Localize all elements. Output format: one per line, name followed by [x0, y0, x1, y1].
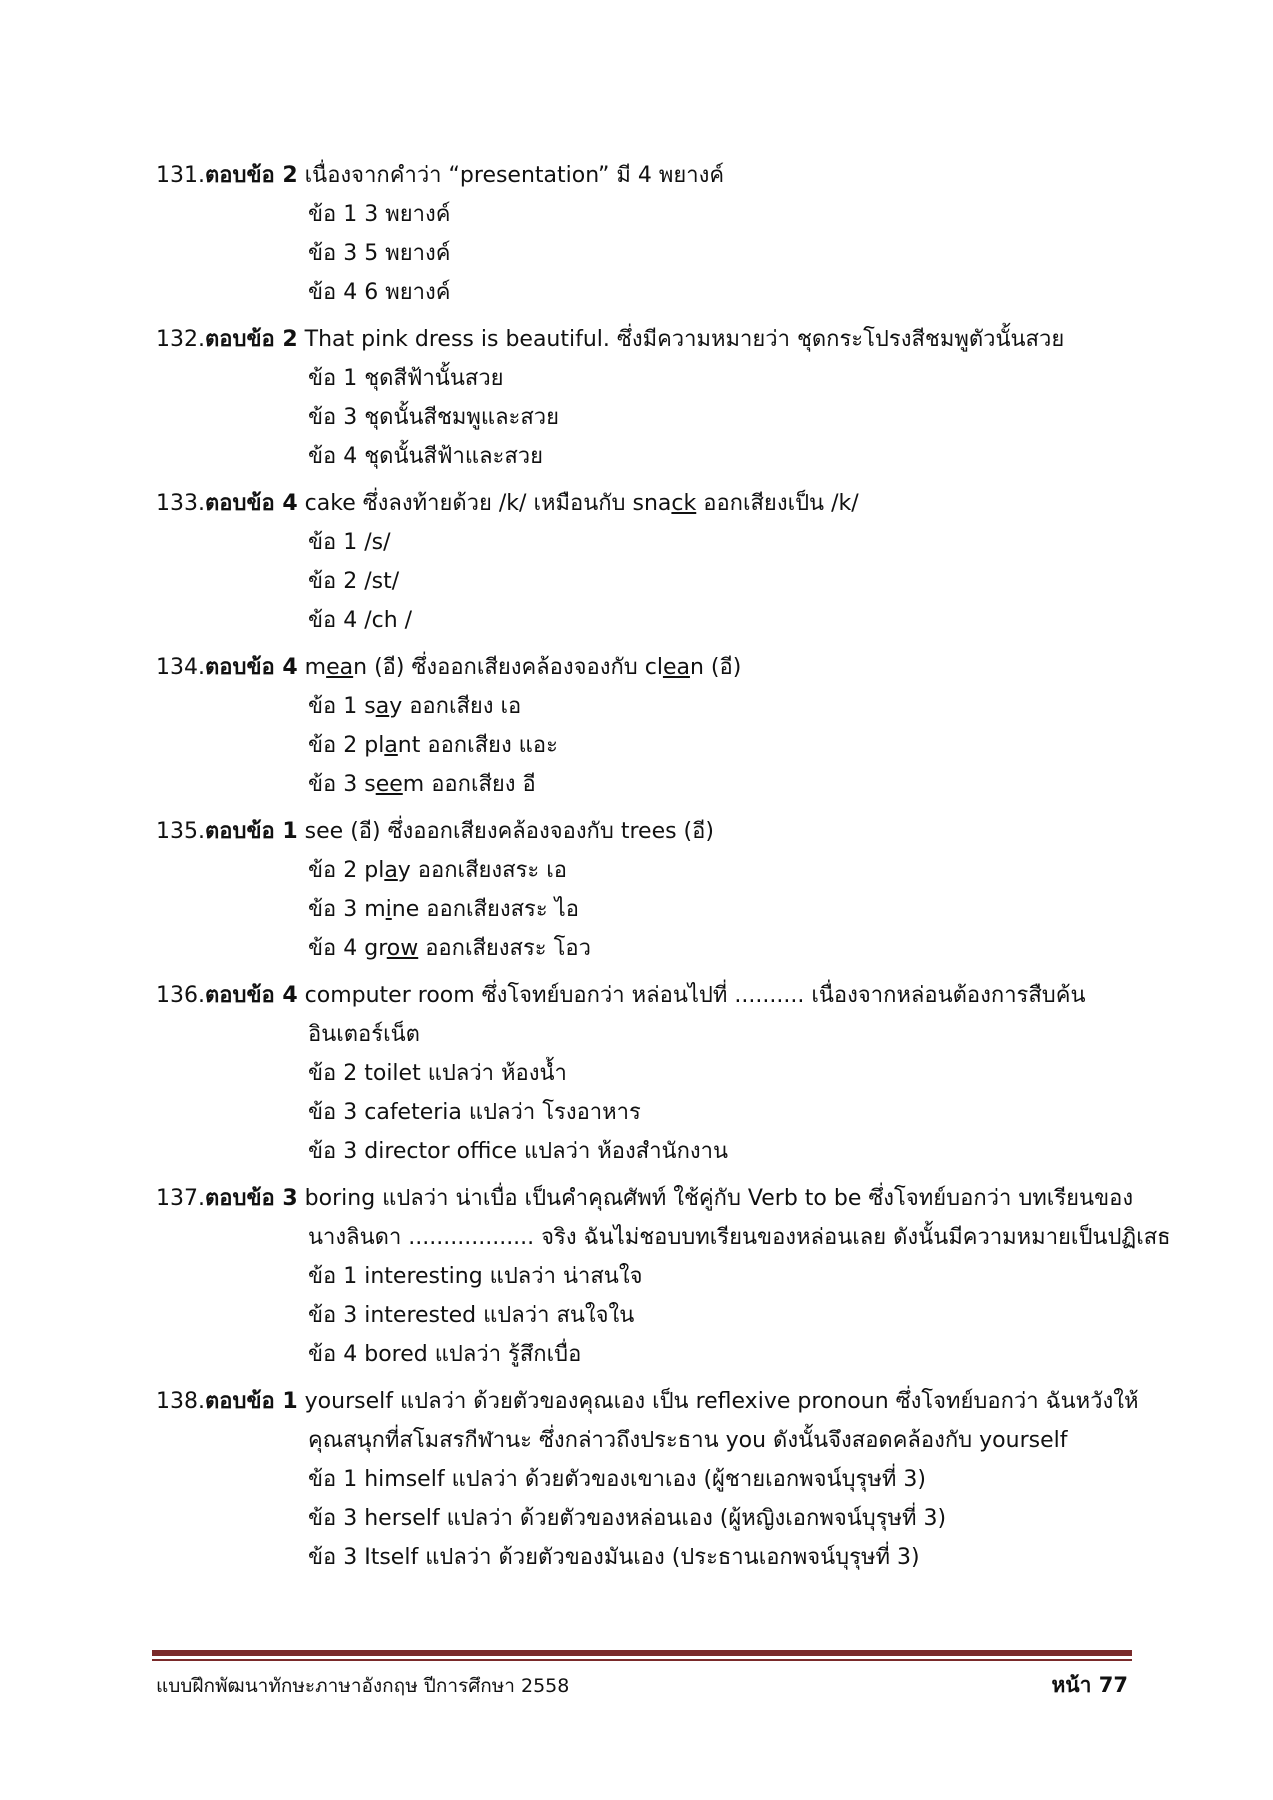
answer-choice: ตอบข้อ 2: [204, 327, 298, 352]
option-underlined: a: [375, 694, 390, 719]
option-text: ข้อ 4 /ch /: [308, 608, 413, 633]
question-136: [156, 976, 1156, 1171]
question-explanation: [156, 976, 1156, 1015]
distractor-option: [156, 523, 1156, 562]
question-explanation: [156, 648, 1156, 687]
explanation-continuation: นางลินดา .................. จริง ฉันไม่ชอบบทเรียนของหล่อนเลย ดังนั้นมีความหมายเป็นปฏิเสธ: [308, 1225, 1171, 1250]
distractor-option: [156, 234, 1156, 273]
answer-choice: ตอบข้อ 1: [204, 819, 298, 844]
distractor-option: [156, 1335, 1156, 1374]
footer-rule-thin: [152, 1659, 1132, 1661]
option-text: ข้อ 1 himself แปลว่า ด้วยตัวของเขาเอง (ผู้ชายเอกพจน์บุรุษที่ 3): [308, 1467, 926, 1492]
distractor-option: [156, 851, 1156, 890]
option-text: ข้อ 2 pl: [308, 733, 385, 758]
option-underlined: ee: [375, 772, 403, 797]
option-text: ข้อ 3 cafeteria แปลว่า โรงอาหาร: [308, 1100, 641, 1125]
distractor-option: [156, 359, 1156, 398]
distractor-option: [156, 601, 1156, 640]
option-text: ข้อ 4 6 พยางค์: [308, 280, 451, 305]
explanation-text: cake ซึ่งลงท้ายด้วย /k/ เหมือนกับ sna: [297, 491, 672, 516]
distractor-option: [156, 437, 1156, 476]
option-text: ข้อ 3 5 พยางค์: [308, 241, 451, 266]
option-text: ข้อ 2 /st/: [308, 569, 400, 594]
answer-choice: ตอบข้อ 4: [204, 655, 298, 680]
distractor-option: [156, 1460, 1156, 1499]
option-text: ne ออกเสียงสระ ไอ: [391, 897, 579, 922]
explanation-text: see (อี) ซึ่งออกเสียงคล้องจองกับ trees (อี): [297, 819, 714, 844]
option-text: ข้อ 4 ชุดนั้นสีฟ้าและสวย: [308, 444, 544, 469]
option-text: m ออกเสียง อี: [402, 772, 536, 797]
explanation-continuation: อินเตอร์เน็ต: [308, 1022, 420, 1047]
question-135: [156, 812, 1156, 968]
option-text: ข้อ 2 toilet แปลว่า ห้องน้ำ: [308, 1061, 567, 1086]
answer-choice: ตอบข้อ 1: [204, 1389, 298, 1414]
distractor-option: [156, 273, 1156, 312]
answer-choice: ตอบข้อ 3: [204, 1186, 298, 1211]
explanation-text: boring แปลว่า น่าเบื่อ เป็นคำคุณศัพท์ ใช้คู่กับ Verb to be ซึ่งโจทย์บอกว่า บทเรียนของ: [297, 1186, 1134, 1211]
option-underlined: a: [384, 733, 398, 758]
option-text: ข้อ 3 ชุดนั้นสีชมพูและสวย: [308, 405, 560, 430]
option-text: ข้อ 3 interested แปลว่า สนใจใน: [308, 1303, 635, 1328]
question-134: [156, 648, 1156, 804]
explanation-underlined: ea: [326, 655, 354, 680]
question-133: [156, 484, 1156, 640]
distractor-option: [156, 929, 1156, 968]
option-text: y ออกเสียงสระ เอ: [397, 858, 567, 883]
distractor-option: [156, 1054, 1156, 1093]
distractor-option: [156, 687, 1156, 726]
option-text: ข้อ 1 /s/: [308, 530, 391, 555]
question-number: 134.: [156, 655, 205, 680]
question-explanation: [156, 1382, 1156, 1421]
option-text: ข้อ 1 s: [308, 694, 376, 719]
answer-choice: ตอบข้อ 2: [204, 163, 298, 188]
option-text: ข้อ 3 herself แปลว่า ด้วยตัวของหล่อนเอง (ผู้หญิงเอกพจน์บุรุษที่ 3): [308, 1506, 947, 1531]
option-underlined: ow: [386, 936, 419, 961]
option-text: nt ออกเสียง แอะ: [397, 733, 558, 758]
question-138: [156, 1382, 1156, 1577]
option-underlined: i: [385, 897, 392, 922]
distractor-option: [156, 195, 1156, 234]
question-131: [156, 156, 1156, 312]
distractor-option: [156, 398, 1156, 437]
explanation-text: That pink dress is beautiful. ซึ่งมีความหมายว่า ชุดกระโปรงสีชมพูตัวนั้นสวย: [297, 327, 1065, 352]
question-number: 132.: [156, 327, 205, 352]
option-text: ข้อ 1 3 พยางค์: [308, 202, 451, 227]
explanation-text: เนื่องจากคำว่า “presentation” มี 4 พยางค์: [297, 163, 725, 188]
footer-rule-thick: [152, 1650, 1132, 1656]
option-underlined: a: [384, 858, 398, 883]
question-137: [156, 1179, 1171, 1374]
distractor-option: [156, 765, 1156, 804]
distractor-option: [156, 562, 1156, 601]
question-number: 138.: [156, 1389, 205, 1414]
question-number: 137.: [156, 1186, 205, 1211]
question-explanation: [156, 320, 1156, 359]
question-explanation: [156, 484, 1156, 523]
explanation-text: computer room ซึ่งโจทย์บอกว่า หล่อนไปที่ .......... เนื่องจากหล่อนต้องการสืบค้น: [297, 983, 1086, 1008]
question-explanation: [156, 1179, 1156, 1218]
explanation-text: n (อี): [689, 655, 742, 680]
distractor-option: [156, 1093, 1156, 1132]
distractor-option: [156, 726, 1156, 765]
option-text: ข้อ 3 m: [308, 897, 386, 922]
option-text: ข้อ 3 director office แปลว่า ห้องสำนักงาน: [308, 1139, 729, 1164]
distractor-option: [156, 1132, 1156, 1171]
question-132: [156, 320, 1156, 476]
explanation-text: ออกเสียงเป็น /k/: [696, 491, 859, 516]
option-text: ออกเสียงสระ โอว: [418, 936, 591, 961]
question-explanation: [156, 156, 1156, 195]
answer-choice: ตอบข้อ 4: [204, 983, 298, 1008]
explanation-continuation: คุณสนุกที่สโมสรกีฬานะ ซึ่งกล่าวถึงประธาน you ดังนั้นจึงสอดคล้องกับ yourself: [308, 1428, 1068, 1453]
distractor-option: [156, 890, 1156, 929]
footer-workbook-title: แบบฝึกพัฒนาทักษะภาษาอังกฤษ ปีการศึกษา 2558: [156, 1675, 570, 1697]
answer-choice: ตอบข้อ 4: [204, 491, 298, 516]
option-text: ข้อ 1 ชุดสีฟ้านั้นสวย: [308, 366, 504, 391]
option-text: ข้อ 2 pl: [308, 858, 385, 883]
distractor-option: [156, 1538, 1156, 1577]
explanation-text: n (อี) ซึ่งออกเสียงคล้องจองกับ cl: [353, 655, 663, 680]
explanation-text: m: [297, 655, 327, 680]
explanation-text: yourself แปลว่า ด้วยตัวของคุณเอง เป็น reflexive pronoun ซึ่งโจทย์บอกว่า ฉันหวังให้: [297, 1389, 1139, 1414]
answer-key-content: [156, 156, 1171, 1585]
option-text: ข้อ 3 Itself แปลว่า ด้วยตัวของมันเอง (ประธานเอกพจน์บุรุษที่ 3): [308, 1545, 920, 1570]
option-text: ข้อ 1 interesting แปลว่า น่าสนใจ: [308, 1264, 643, 1289]
question-number: 136.: [156, 983, 205, 1008]
option-text: ข้อ 4 bored แปลว่า รู้สึกเบื่อ: [308, 1342, 582, 1367]
question-explanation: [156, 812, 1156, 851]
distractor-option: [156, 1257, 1156, 1296]
question-number: 135.: [156, 819, 205, 844]
explanation-underlined: ck: [671, 491, 697, 516]
footer-page-number: หน้า 77: [1051, 1673, 1128, 1697]
question-number: 131.: [156, 163, 205, 188]
explanation-underlined: ea: [662, 655, 690, 680]
option-text: ข้อ 4 gr: [308, 936, 387, 961]
distractor-option: [156, 1499, 1156, 1538]
option-text: y ออกเสียง เอ: [389, 694, 522, 719]
question-number: 133.: [156, 491, 205, 516]
option-text: ข้อ 3 s: [308, 772, 376, 797]
distractor-option: [156, 1296, 1156, 1335]
